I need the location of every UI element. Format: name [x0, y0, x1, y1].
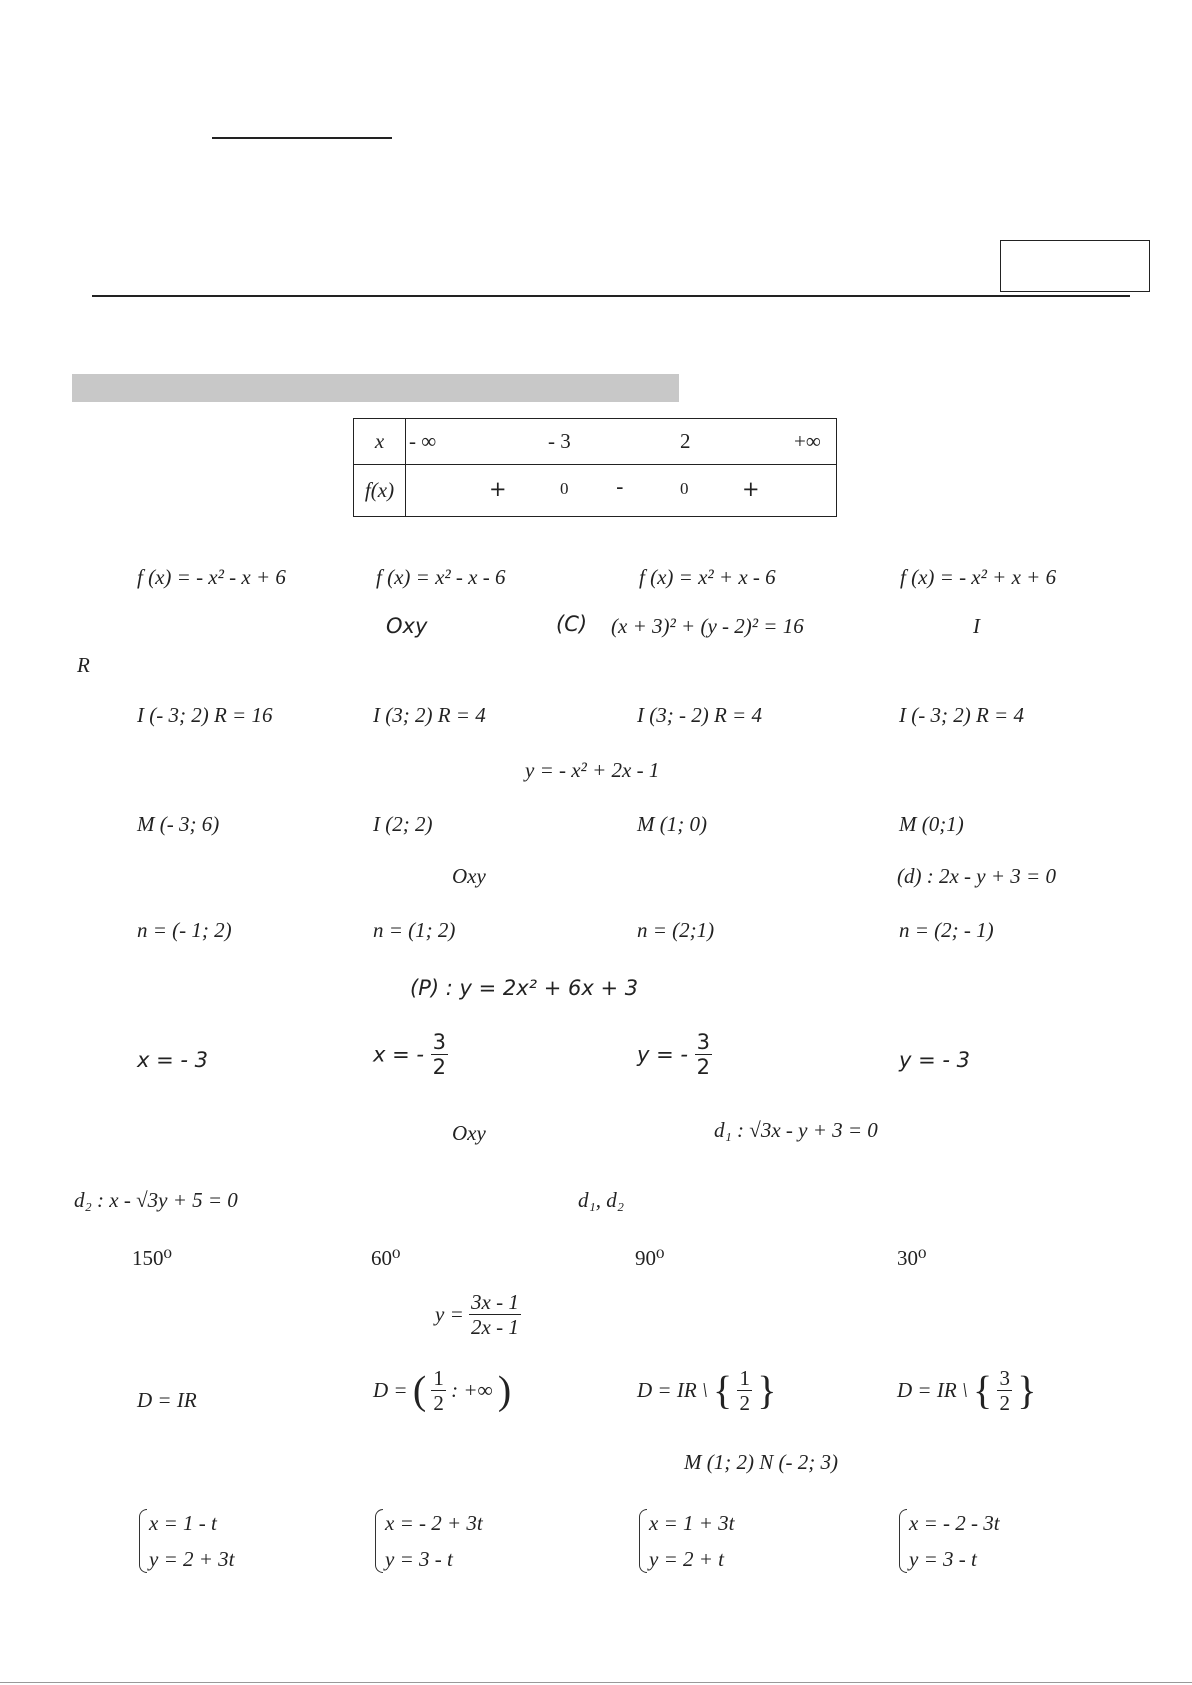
- section-bar: [72, 374, 679, 402]
- q3-option-a[interactable]: M (- 3; 6): [137, 812, 220, 836]
- q2-circle-name: (C): [556, 612, 588, 636]
- footer-rule: [0, 1682, 1192, 1683]
- x-pos-inf: +∞: [794, 429, 821, 453]
- q6-option-c[interactable]: 90⁰: [635, 1246, 665, 1270]
- q2-oxy: Oxy: [386, 614, 428, 638]
- q2-option-b[interactable]: I (3; 2) R = 4: [373, 703, 486, 727]
- q6-option-b[interactable]: 60⁰: [371, 1246, 401, 1270]
- q3-option-d[interactable]: M (0;1): [899, 812, 964, 836]
- sign-plus-2: +: [742, 477, 760, 501]
- q2-option-c[interactable]: I (3; - 2) R = 4: [637, 703, 762, 727]
- header-rule: [92, 295, 1130, 297]
- q4-option-b[interactable]: n = (1; 2): [373, 918, 456, 942]
- sign-table-f-label: f(x): [354, 465, 406, 517]
- q6-line-d2: d₂ : x - √3y + 5 = 0: [74, 1188, 238, 1212]
- q4-option-d[interactable]: n = (2; - 1): [899, 918, 994, 942]
- sign-zero-2: 0: [680, 479, 689, 498]
- q8-option-c[interactable]: x = 1 + 3t y = 2 + t: [637, 1505, 735, 1577]
- q8-option-d[interactable]: x = - 2 - 3t y = 3 - t: [897, 1505, 1000, 1577]
- q5-parabola-equation: (P) : y = 2x² + 6x + 3: [410, 976, 639, 1000]
- q2-radius-label: R: [77, 653, 90, 677]
- header-underline: [212, 137, 392, 139]
- q5-option-b-lhs: x = -: [373, 1042, 424, 1067]
- q6-d1-d2: d₁, d₂: [578, 1188, 625, 1212]
- q4-line-equation: (d) : 2x - y + 3 = 0: [897, 864, 1056, 888]
- q5-option-a[interactable]: x = - 3: [137, 1048, 208, 1072]
- sign-plus-1: +: [489, 477, 507, 501]
- q3-parabola-equation: y = - x² + 2x - 1: [525, 758, 660, 782]
- q5-option-c-lhs: y = -: [637, 1042, 688, 1067]
- q5-option-b[interactable]: [373, 1030, 448, 1079]
- q7-function: [435, 1290, 521, 1339]
- score-box: [1000, 240, 1150, 292]
- q7-option-d[interactable]: D = IR \ { $\frac{3}{2}$ }: [897, 1366, 1037, 1416]
- q3-option-b[interactable]: I (2; 2): [373, 812, 433, 836]
- q1-option-d[interactable]: f (x) = - x² + x + 6: [900, 565, 1057, 589]
- x-neg-inf: - ∞: [409, 429, 437, 453]
- q2-circle-equation: (x + 3)² + (y - 2)² = 16: [611, 614, 804, 638]
- q3-option-c[interactable]: M (1; 0): [637, 812, 707, 836]
- q5-option-d[interactable]: y = - 3: [899, 1048, 970, 1072]
- q4-oxy: Oxy: [452, 864, 486, 888]
- sign-minus: -: [616, 475, 624, 499]
- q4-option-c[interactable]: n = (2;1): [637, 918, 715, 942]
- q1-option-a[interactable]: f (x) = - x² - x + 6: [137, 565, 286, 589]
- q7-option-a[interactable]: D = IR: [137, 1388, 197, 1412]
- q4-option-a[interactable]: n = (- 1; 2): [137, 918, 232, 942]
- q7-function-lhs: y =: [435, 1302, 464, 1327]
- q2-option-d[interactable]: I (- 3; 2) R = 4: [899, 703, 1024, 727]
- q5-option-c[interactable]: [637, 1030, 712, 1079]
- q5-option-b-fraction: $\frac{3}{2}$: [432, 1030, 447, 1080]
- q1-option-c[interactable]: f (x) = x² + x - 6: [639, 565, 776, 589]
- q2-center-label: I: [973, 614, 980, 638]
- q8-option-a[interactable]: x = 1 - t y = 2 + 3t: [137, 1505, 235, 1577]
- x-root-2: 2: [680, 429, 691, 453]
- q5-option-c-fraction: $\frac{3}{2}$: [696, 1030, 711, 1080]
- q8-option-b[interactable]: x = - 2 + 3t y = 3 - t: [373, 1505, 483, 1577]
- q6-option-a[interactable]: 150⁰: [132, 1246, 172, 1270]
- q6-line-d1: d₁ : √3x - y + 3 = 0: [714, 1118, 878, 1142]
- q6-option-d[interactable]: 30⁰: [897, 1246, 927, 1270]
- q7-option-c[interactable]: D = IR \ { $\frac{1}{2}$ }: [637, 1366, 777, 1416]
- q1-option-b[interactable]: f (x) = x² - x - 6: [376, 565, 506, 589]
- sign-table-x-label: x: [354, 419, 406, 465]
- q7-option-b[interactable]: D = ( $\frac{1}{2}$ : +∞ ): [373, 1366, 512, 1416]
- q7-function-fraction: $\frac{3x - 1}{2x - 1}$: [471, 1290, 519, 1340]
- q2-option-a[interactable]: I (- 3; 2) R = 16: [137, 703, 273, 727]
- x-root-1: - 3: [548, 429, 571, 453]
- sign-zero-1: 0: [560, 479, 569, 498]
- sign-table: [353, 418, 837, 517]
- q8-points: M (1; 2) N (- 2; 3): [684, 1450, 838, 1474]
- q6-oxy: Oxy: [452, 1121, 486, 1145]
